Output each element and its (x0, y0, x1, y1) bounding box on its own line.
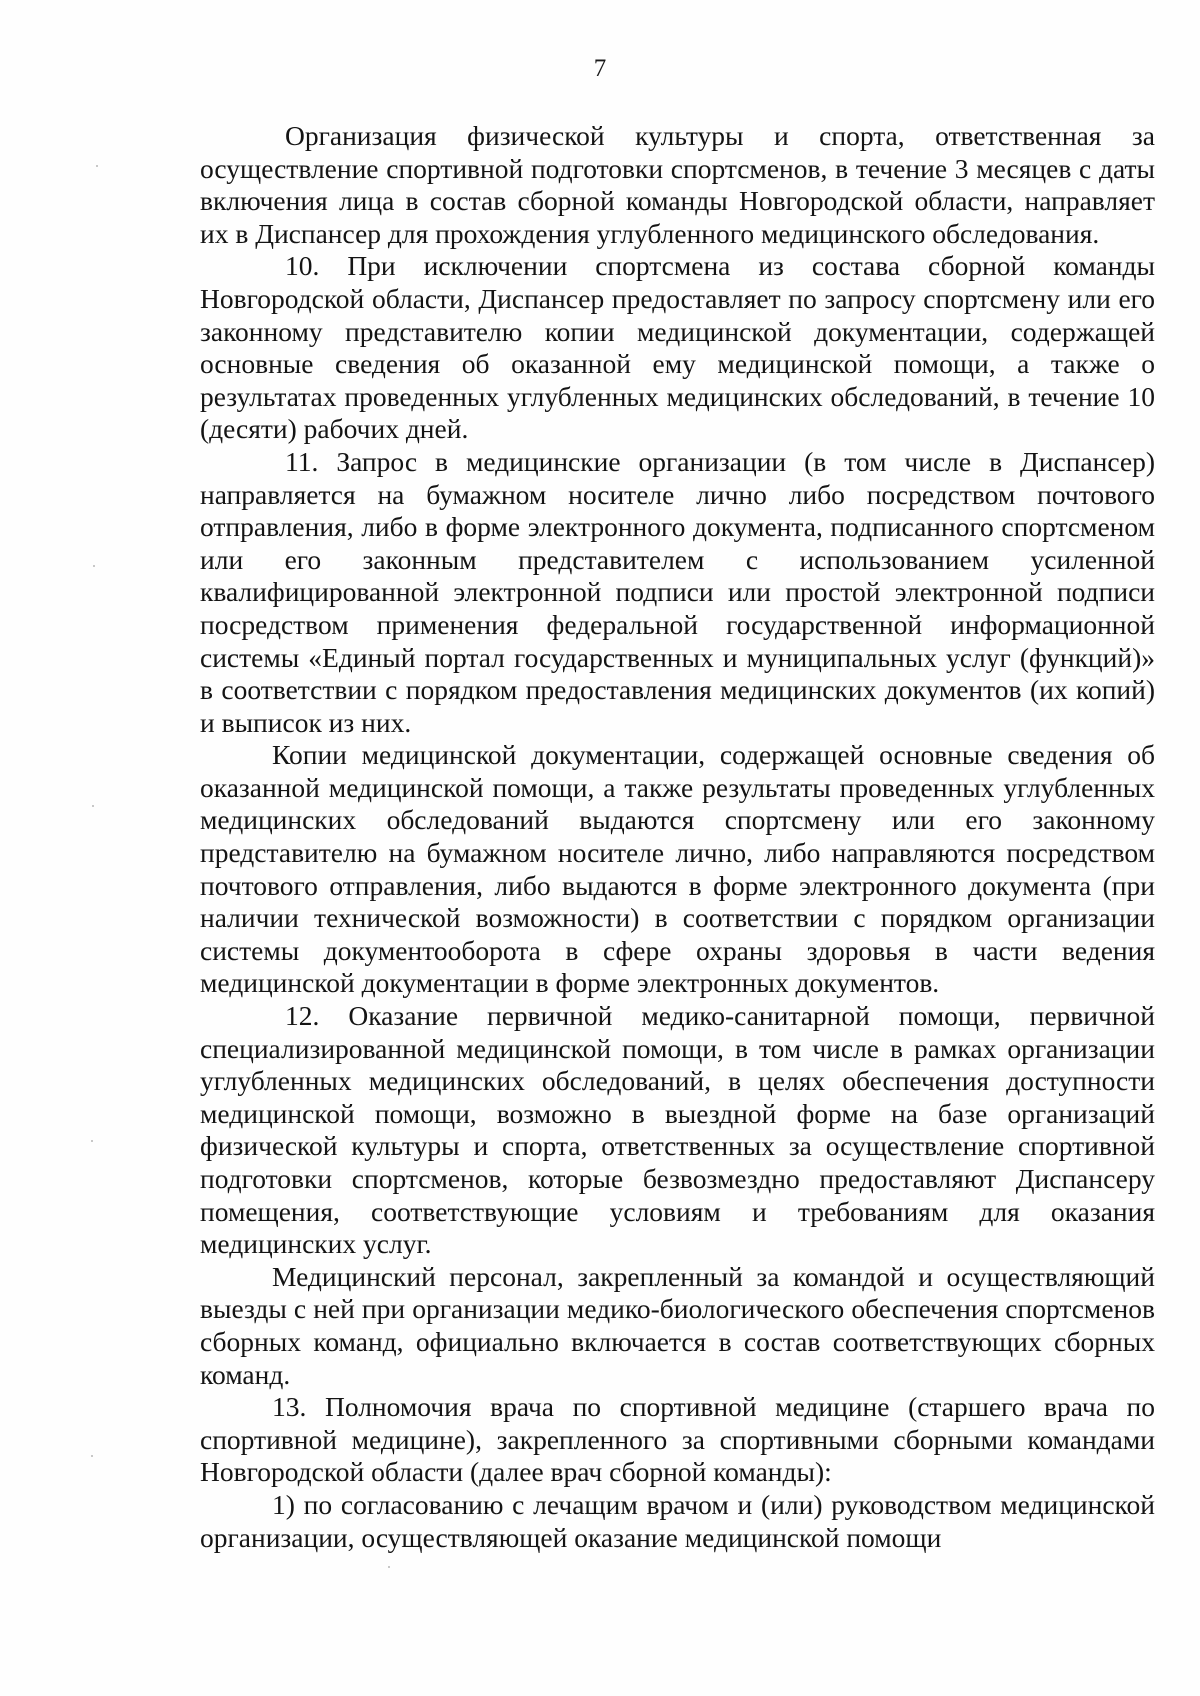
paragraph-13: 13. Полномочия врача по спортивной медицине (старшего врача по спортивной медицине), закрепленного за спортивными сборными командами Новгородской области (далее врач сборной команды): (200, 1391, 1155, 1488)
paragraph-organization: Организация физической культуры и спорта, ответственная за осуществление спортивной подготовки спортсменов, в течение 3 месяцев с даты включения лица в состав сборной команды Новгородской области, направляет их в Диспансер для прохождения углубленного медицинского обследования. (200, 120, 1155, 249)
scan-speck (388, 1566, 390, 1568)
paragraph-13-item-1: 1) по согласованию с лечащим врачом и (или) руководством медицинской организации, осуществляющей оказание медицинской помощи (200, 1488, 1155, 1553)
scan-speck (91, 1140, 93, 1142)
scan-speck (91, 1455, 93, 1457)
page-number: 7 (593, 55, 607, 82)
scan-speck (96, 165, 98, 167)
paragraph-copies: Копии медицинской документации, содержащей основные сведения об оказанной медицинской помощи, а также результаты проведенных углубленных медицинских обследований выдаются спортсмену или его законному представителю на бумажном носителе лично, либо направляются посредством почтового отправления, либо выдаются в форме электронного документа (при наличии технической возможности) в соответствии с порядком организации системы документооборота в сфере охраны здоровья в части ведения медицинской документации в форме электронных документов. (200, 739, 1155, 999)
scan-speck (92, 805, 94, 807)
scan-speck (93, 565, 95, 567)
paragraph-11: 11. Запрос в медицинские организации (в том числе в Диспансер) направляется на бумажном носителе лично либо посредством почтового отправления, либо в форме электронного документа, подписанного спортсменом или его законным представителем с использованием усиленной квалифицированной электронной подписи или простой электронной подписи посредством применения федеральной государственной информационной системы «Единый портал государственных и муниципальных услуг (функций)» в соответствии с порядком предоставления медицинских документов (их копий) и выписок из них. (200, 445, 1155, 738)
paragraph-10: 10. При исключении спортсмена из состава сборной команды Новгородской области, Диспансер предоставляет по запросу спортсмену или его законному представителю копии медицинской документации, содержащей основные сведения об оказанной ему медицинской помощи, а также о результатах проведенных углубленных медицинских обследований, в течение 10 (десяти) рабочих дней. (200, 250, 1155, 445)
paragraph-12: 12. Оказание первичной медико-санитарной помощи, первичной специализированной медицинской помощи, в том числе в рамках организации углубленных медицинских обследований, в целях обеспечения доступности медицинской помощи, возможно в выездной форме на базе организаций физической культуры и спорта, ответственных за осуществление спортивной подготовки спортсменов, которые безвозмездно предоставляют Диспансеру помещения, соответствующие условиям и требованиям для оказания медицинских услуг. (200, 1000, 1155, 1260)
document-body (200, 120, 1155, 1554)
paragraph-medical-staff: Медицинский персонал, закрепленный за командой и осуществляющий выезды с ней при организации медико-биологического обеспечения спортсменов сборных команд, официально включается в состав соответствующих сборных команд. (200, 1260, 1155, 1390)
